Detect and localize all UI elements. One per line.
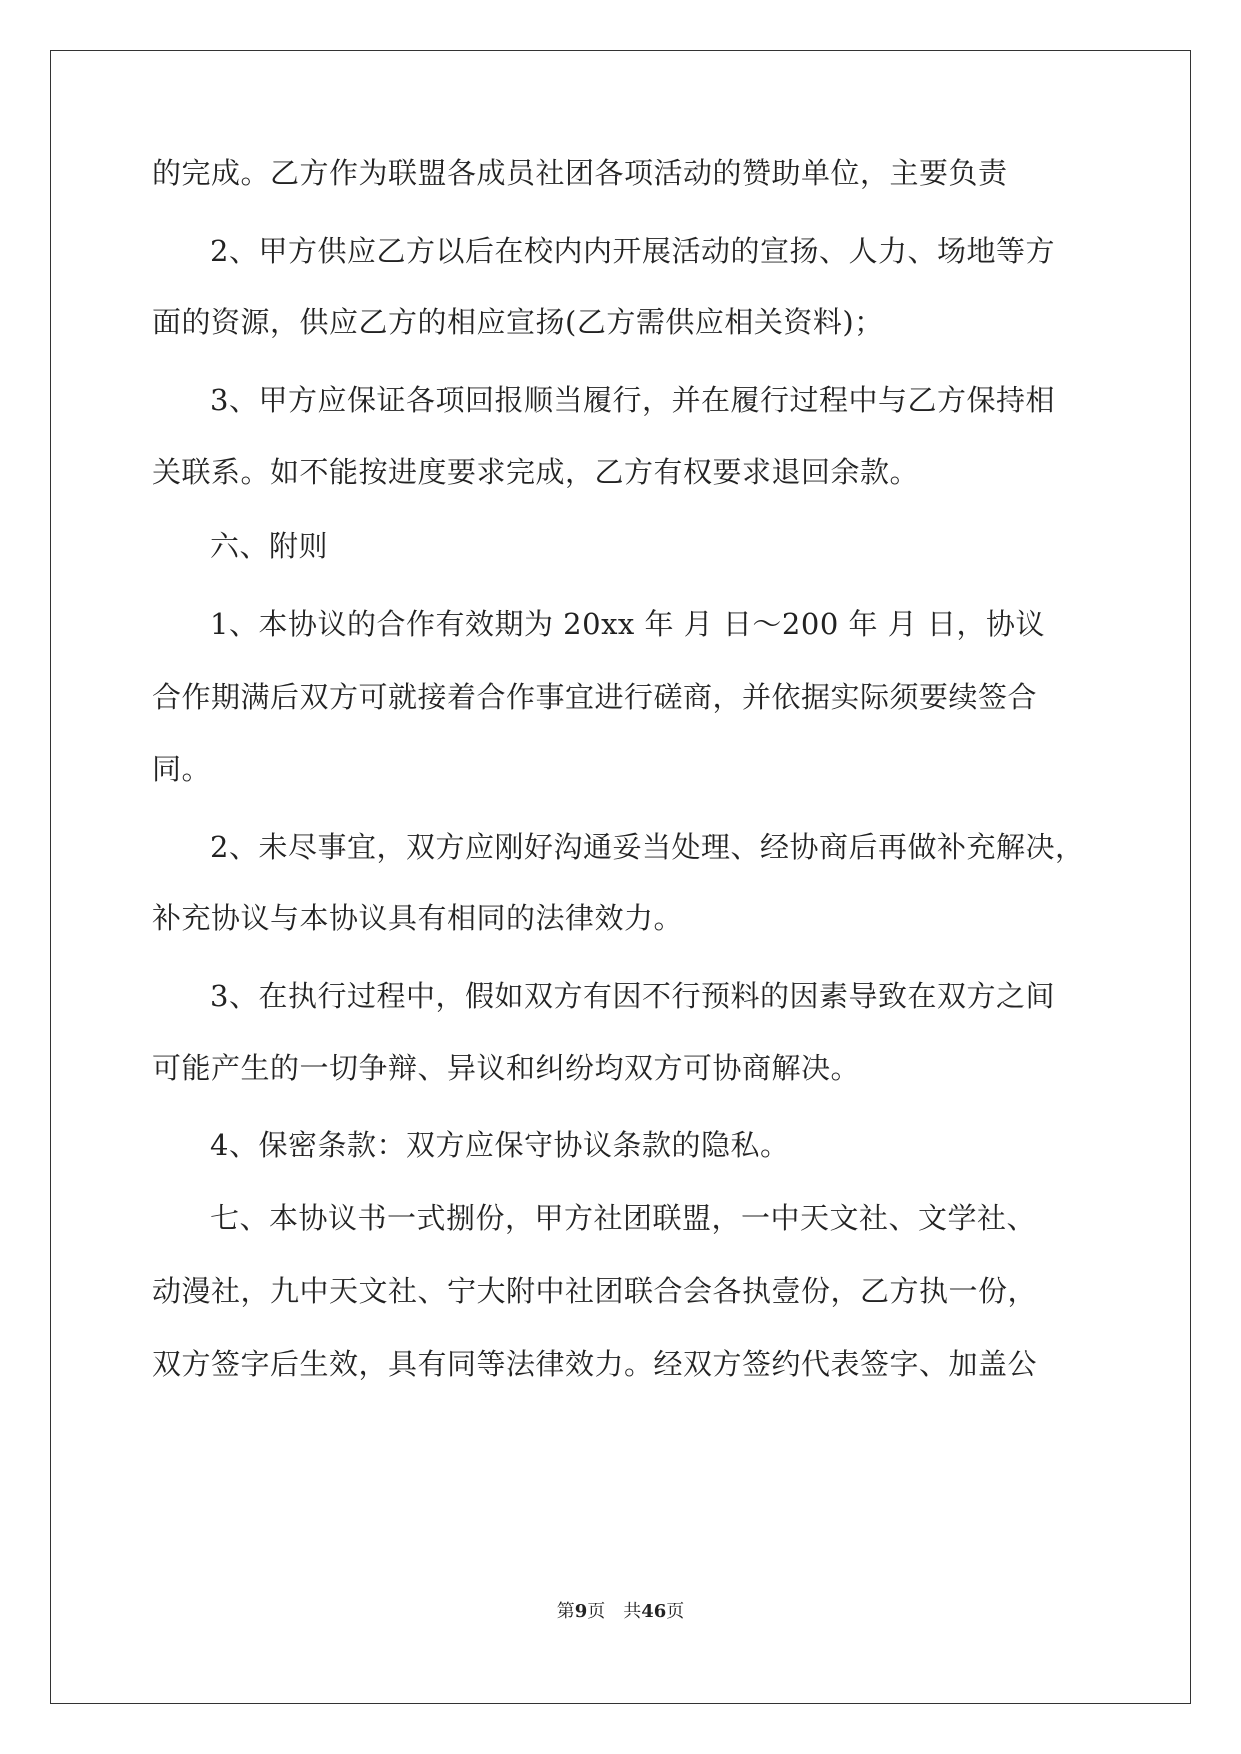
paragraph-line: 的完成。乙方作为联盟各成员社团各项活动的赞助单位，主要负责 xyxy=(152,156,1008,190)
section-heading: 六、附则 xyxy=(210,529,329,563)
page-suffix: 页 xyxy=(587,1601,606,1622)
paragraph-line: 2、甲方供应乙方以后在校内内开展活动的宣扬、人力、场地等方 xyxy=(210,234,1055,268)
total-prefix: 共 xyxy=(623,1601,642,1622)
paragraph-line: 合作期满后双方可就接着合作事宜进行磋商，并依据实际须要续签合 xyxy=(152,680,1038,714)
page-border xyxy=(50,50,1191,1704)
paragraph-line: 补充协议与本协议具有相同的法律效力。 xyxy=(152,901,684,935)
paragraph-line: 2、未尽事宜，双方应刚好沟通妥当处理、经协商后再做补充解决， xyxy=(210,830,1085,864)
page-prefix: 第 xyxy=(556,1601,575,1622)
paragraph-line: 动漫社，九中天文社、宁大附中社团联合会各执壹份，乙方执一份， xyxy=(152,1274,1038,1308)
total-suffix: 页 xyxy=(666,1601,685,1622)
page-number: 9 xyxy=(574,1601,588,1622)
paragraph-line: 3、在执行过程中，假如双方有因不行预料的因素导致在双方之间 xyxy=(210,979,1055,1013)
paragraph-line: 双方签字后生效，具有同等法律效力。经双方签约代表签字、加盖公 xyxy=(152,1347,1038,1381)
paragraph-line: 同。 xyxy=(152,752,212,786)
paragraph-line: 可能产生的一切争辩、异议和纠纷均双方可协商解决。 xyxy=(152,1051,861,1085)
paragraph-line: 七、本协议书一式捌份，甲方社团联盟，一中天文社、文学社、 xyxy=(210,1201,1037,1235)
page-footer xyxy=(0,1600,1241,1624)
paragraph-line: 3、甲方应保证各项回报顺当履行，并在履行过程中与乙方保持相 xyxy=(210,383,1055,417)
paragraph-line: 关联系。如不能按进度要求完成，乙方有权要求退回余款。 xyxy=(152,455,920,489)
paragraph-line: 面的资源，供应乙方的相应宣扬(乙方需供应相关资料)； xyxy=(152,305,884,339)
paragraph-line: 4、保密条款：双方应保守协议条款的隐私。 xyxy=(210,1128,790,1162)
total-pages: 46 xyxy=(641,1601,667,1622)
paragraph-line: 1、本协议的合作有效期为 20xx 年 月 日～200 年 月 日，协议 xyxy=(210,607,1045,641)
